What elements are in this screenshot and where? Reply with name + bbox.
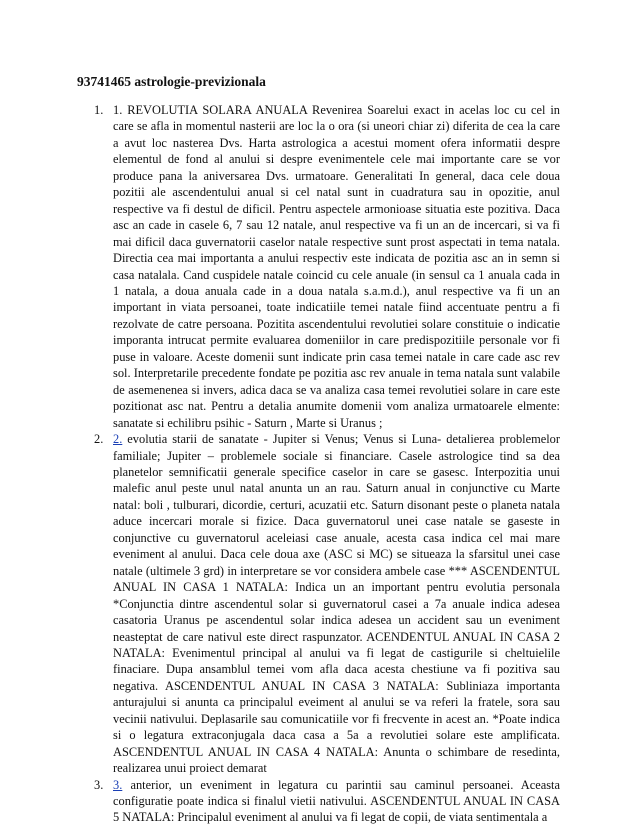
text-line: vecinii nativului. Deplasarile sau comunicatiile vor fi frecvente in acest an. *Poate indica xyxy=(113,711,560,726)
text-line: sanatate si echilibru psihic - Saturn , Marte si Uranus ; xyxy=(113,415,383,430)
text-line: finaciare. Dupa ansamblul temei vom afla daca acesta chestiune va fi pozitiva sau xyxy=(113,662,560,677)
list-item-text xyxy=(113,102,560,431)
text-line: a avut loc nasterea Dvs. Harta astrologica a acestui moment ofera informatii despre xyxy=(113,135,560,150)
text-line: elementul de fond al anului si despre evenimentele cele mai importante care se vor xyxy=(113,152,560,167)
text-line: neasteptat de care nativul este direct raspunzator. ACENDENTUL ANUAL IN CASA 2 xyxy=(113,629,560,644)
text-line: mai dificil daca guvernatorii caselor natale respective sunt prost aspectati in tema natala. xyxy=(113,234,560,249)
text-line: ASCENDENTUL ANUAL IN CASA 4 NATALA: Anunta o schimbare de resedinta, xyxy=(113,744,560,759)
text-line: 3. anterior, un eveniment in legatura cu parintii sau caminul persoanei. Aceasta xyxy=(113,777,560,792)
list-item-text xyxy=(113,777,560,826)
text-line: NATALA: Evenimentul principal al anului va fi legat de castigurile si cheltuielile xyxy=(113,645,560,660)
text-line: pozitionat asc nat. Pentru a detalia anumite domenii vom analiza urmatoarele elmente: xyxy=(113,399,560,414)
list-item xyxy=(0,777,638,826)
text-line: rezolvate de catre persoana. Pozitita ascendentului revolutiei solare constituie o indicatie xyxy=(113,316,560,331)
text-line: *Conjunctia dintre ascendentul solar si guvernatorul casei a 7a anuale indica adesea xyxy=(113,596,560,611)
text-line: de asemenenea si invers, adica daca se va analiza casa temei revolutiei solare in care este xyxy=(113,382,560,397)
text-line: care se afla in momentul nasterii are loc la o ora (si uneori chiar zi) diferita de cea la care xyxy=(113,119,560,134)
item-link[interactable]: 2. xyxy=(113,432,123,447)
text-line: respective va fi destul de dificil. Pentru aspectele armonioase situatia este pozitiva. Daca xyxy=(113,201,560,216)
text-line: sol. Interpretarile precedente fondate pe pozitia asc rev anuale in tema natala sunt valabile xyxy=(113,366,560,381)
text-line: pozitii ale ascendentului anual si cel natal sunt in cuadratura sau in opozitie, anul xyxy=(113,185,560,200)
text-line: ANUAL IN CASA 1 NATALA: Indica un an important pentru evolutia personala xyxy=(113,580,560,595)
list-item xyxy=(0,102,638,431)
text-line: produce pana la aniversarea Dvs. urmatoare. Generalitati In general, daca cele doua xyxy=(113,168,560,183)
list-item-text xyxy=(113,431,560,777)
text-line: configuratie poate indica si finalul vietii nativului. ASCENDENTUL ANUAL IN CASA xyxy=(113,794,560,809)
list-item-number: 1. xyxy=(94,103,104,117)
text-line: 5 NATALA: Principalul eveniment al anului va fi legat de copii, de viata sentimentala a xyxy=(113,810,548,825)
text-line: Directia cea mai importanta a anului respectiv este indicata de pozitia asc an in semn si xyxy=(113,251,560,266)
text-line: realizarea unui proiect demarat xyxy=(113,761,267,776)
text-line: natal: boli , tulburari, dicordie, certuri, acuzatii etc. Saturn disonant peste o planeta natala xyxy=(113,497,560,512)
list-item xyxy=(0,431,638,777)
text-line: casatoria Uranus pe ascendentul solar indica adesea un accident sau un eveniment xyxy=(113,613,560,628)
item-link[interactable]: 3. xyxy=(113,777,123,792)
text-line: familiale; Jupiter – problemele sociale si financiare. Casele astrologice tind sa dea xyxy=(113,448,560,463)
text-line: 1 natala, a doua anuala cade in a doua natala s.a.m.d.), anul respective va fi un an xyxy=(113,283,560,298)
text-line: anturajului si anunta ca principalul eveiment al anului se va referi la fratele, sora sau xyxy=(113,695,560,710)
text-line: eveniment al anului. Daca cele doua axe (ASC si MC) se situeaza la sfarsitul unei case xyxy=(113,547,560,562)
list-item-number: 3. xyxy=(94,777,104,792)
text-line: asc an cade in casele 6, 7 sau 12 natale, anul respective va fi un an de incercari, si va fi xyxy=(113,218,560,233)
text-line: si o legatura extraconjugala daca casa a 5a a revolutiei solare este amplificata. xyxy=(113,728,560,743)
text-line: important in viata persoanei, toate indicatiile temei natale fiind accentuate pentru a fi xyxy=(113,300,560,315)
text-line: aduce incercari morale si fizice. Daca guvernatorul unei case natale se gaseste in xyxy=(113,514,560,529)
text-line: puse in valoare. Aceste domenii sunt indicate prin casa temei natale in care cade asc rev xyxy=(113,349,560,364)
numbered-list xyxy=(0,102,638,826)
text-line: conjunctive cu guvernatorul aceleiasi case anuale, acesta casa indica cel mai mare xyxy=(113,530,560,545)
text-line: negativa. ASCENDENTUL ANUAL IN CASA 3 NATALA: Subliniaza importanta xyxy=(113,678,560,693)
text-line: 1. REVOLUTIA SOLARA ANUALA Revenirea Soarelui exact in acelas loc cu cel in xyxy=(113,103,560,117)
text-line: planetelor semnificatii generale specifice caselor in care se gasesc. Interpozitia unui xyxy=(113,464,560,479)
text-line: 2. evolutia starii de sanatate - Jupiter si Venus; Venus si Luna- detalierea problemelor xyxy=(113,432,560,447)
text-line: casa natalala. Cand cuspidele natale coincid cu cele anuale (in sensul ca 1 anuala cada in xyxy=(113,267,560,282)
text-line: malefic anul peste unul natal anunta un an rau. Saturn anual in conjunctive cu Marte xyxy=(113,481,560,496)
text-line: imporanta intrucat permite evaluarea domeniilor in care predispozitiile personale vor fi xyxy=(113,333,560,348)
document-title: 93741465 astrologie-previzionala xyxy=(77,74,266,89)
list-item-number: 2. xyxy=(94,432,104,447)
text-line: natale (ultimele 3 grd) in interpretare se vor considera ambele case *** ASCENDENTUL xyxy=(113,563,560,578)
